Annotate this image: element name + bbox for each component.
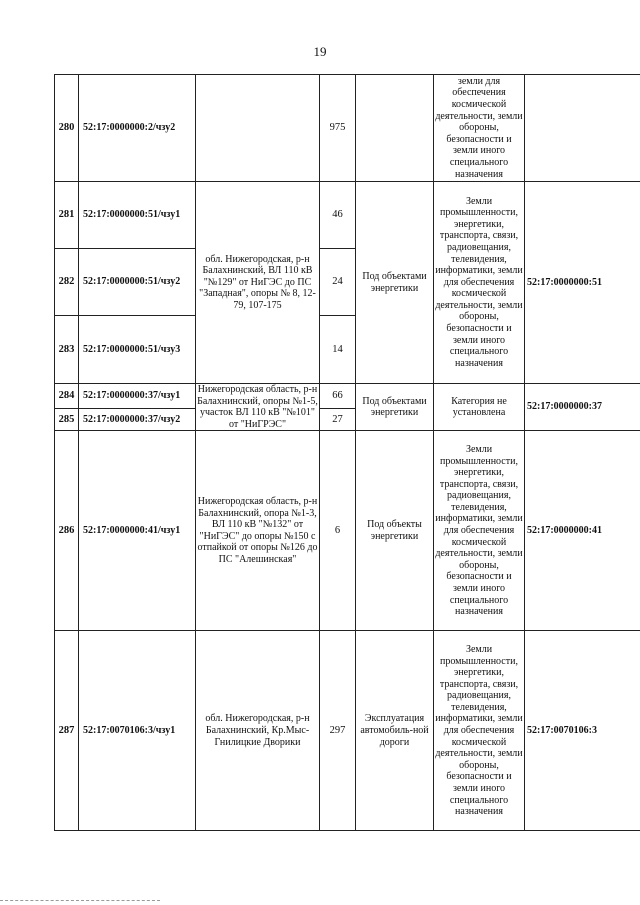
area-cell: 14 [320, 316, 356, 384]
area-cell: 297 [320, 631, 356, 831]
category-cell: Земли промышленности, энергетики, транспорта, связи, радиовещания, телевидения, информатики, земли для обеспечения космической деятельности, земли обороны, безопасности и земли иного специального назначения [434, 631, 525, 831]
page-number: 19 [313, 44, 327, 59]
parent-cadastral-cell: 52:17:0000000:37 [525, 384, 640, 431]
use-cell: Под объектами энергетики [356, 384, 434, 431]
cadastral-number: 52:17:0000000:51/чзу1 [79, 182, 196, 249]
location-cell: обл. Нижегородская, р-н Балахнинский, Кр.Мыс-Гнилицкие Дворики [196, 631, 320, 831]
land-plots-table [54, 74, 640, 831]
footer-rule [0, 900, 160, 901]
use-cell: Эксплуатация автомобиль-ной дороги [356, 631, 434, 831]
row-number: 286 [55, 431, 79, 631]
table-row [55, 384, 640, 409]
parent-cadastral-cell [525, 75, 640, 182]
row-number: 281 [55, 182, 79, 249]
category-cell: Земли промышленности, энергетики, транспорта, связи, радиовещания, телевидения, информатики, земли для обеспечения космической деятельности, земли обороны, безопасности и земли иного специального назначения [434, 431, 525, 631]
use-cell: Под объекты энергетики [356, 431, 434, 631]
table-row [55, 631, 640, 831]
area-cell: 46 [320, 182, 356, 249]
location-cell: Нижегородская область, р-н Балахнинский, опора №1-3, ВЛ 110 кВ "№132" от "НиГЭС" до опоры №150 с отпайкой от опоры №126 до ПС "Алешинская" [196, 431, 320, 631]
cadastral-number: 52:17:0000000:51/чзу3 [79, 316, 196, 384]
use-cell: Под объектами энергетики [356, 182, 434, 384]
row-number: 287 [55, 631, 79, 831]
cadastral-number: 52:17:0070106:3/чзу1 [79, 631, 196, 831]
row-number: 284 [55, 384, 79, 409]
cadastral-number: 52:17:0000000:51/чзу2 [79, 249, 196, 316]
row-number: 282 [55, 249, 79, 316]
location-cell: Нижегородская область, р-н Балахнинский, опоры №1-5, участок ВЛ 110 кВ "№101" от "НиГРЭС" [197, 384, 318, 430]
table-row [55, 182, 640, 249]
table-row [55, 431, 640, 631]
area-cell: 975 [320, 75, 356, 182]
parent-cadastral-cell: 52:17:0000000:41 [525, 431, 640, 631]
cadastral-number: 52:17:0000000:2/чзу2 [79, 75, 196, 182]
parent-cadastral-cell: 52:17:0070106:3 [525, 631, 640, 831]
use-cell [356, 75, 434, 182]
row-number: 283 [55, 316, 79, 384]
area-cell: 24 [320, 249, 356, 316]
area-cell: 66 [320, 384, 356, 409]
category-cell: Земли промышленности, энергетики, транспорта, связи, радиовещания, телевидения, информатики, земли для обеспечения космической деятельности, земли обороны, безопасности и земли иного специального назначения [434, 182, 525, 384]
area-cell: 27 [320, 408, 356, 431]
cadastral-number: 52:17:0000000:37/чзу1 [79, 384, 196, 409]
cadastral-number: 52:17:0000000:41/чзу1 [79, 431, 196, 631]
category-cell: земли для обеспечения космической деятельности, земли обороны, безопасности и земли иного специального назначения [435, 75, 523, 180]
location-cell: обл. Нижегородская, р-н Балахнинский, ВЛ 110 кВ "№129" от НиГЭС до ПС "Западная", опоры № 8, 12-79, 107-175 [196, 182, 320, 384]
cadastral-number: 52:17:0000000:37/чзу2 [79, 408, 196, 431]
table-row [55, 75, 640, 182]
category-cell: Категория не установлена [434, 384, 525, 431]
area-cell: 6 [320, 431, 356, 631]
parent-cadastral-cell: 52:17:0000000:51 [525, 182, 640, 384]
location-cell [196, 75, 320, 182]
row-number: 285 [55, 408, 79, 431]
row-number: 280 [55, 75, 79, 182]
